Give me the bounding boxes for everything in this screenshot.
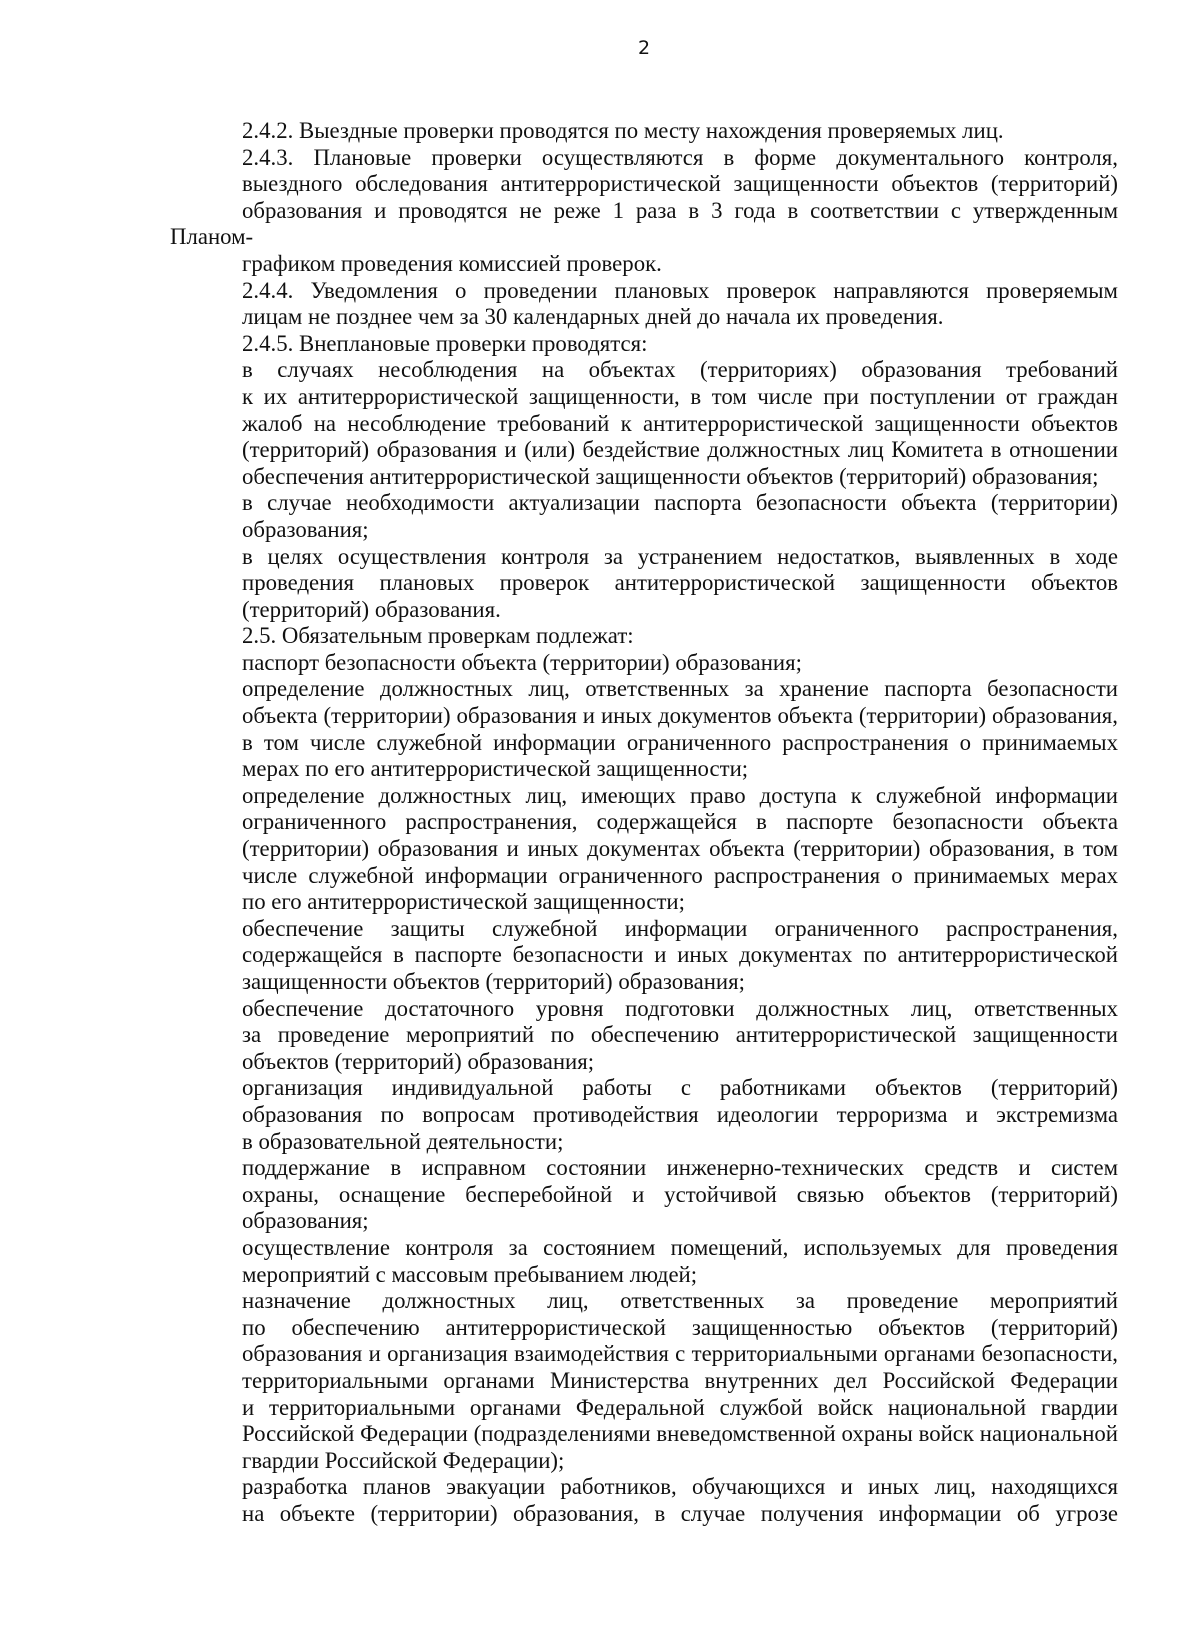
text-line: определение должностных лиц, имеющих право доступа к служебной информации — [242, 782, 1118, 808]
text-line: в том числе служебной информации ограниченного распространения о принимаемых — [242, 729, 1118, 755]
text-line: числе служебной информации ограниченного распространения о принимаемых мерах — [242, 862, 1118, 888]
text-line: 2.5. Обязательным проверкам подлежат: — [242, 623, 634, 649]
text-line: за проведение мероприятий по обеспечению антитеррористической защищенности — [242, 1022, 1118, 1048]
text-line: жалоб на несоблюдение требований к антитеррористической защищенности объектов — [242, 410, 1118, 436]
text-line: (территории) образования и иных документах объекта (территории) образования, в том — [242, 836, 1118, 862]
paragraph — [170, 1075, 1118, 1155]
paragraph — [170, 1235, 1118, 1288]
text-line: мероприятий с массовым пребыванием людей; — [242, 1261, 698, 1287]
text-line: в случаях несоблюдения на объектах (территориях) образования требований — [242, 357, 1118, 383]
text-line: паспорт безопасности объекта (территории) образования; — [242, 649, 802, 675]
text-line: объектов (территорий) образования; — [242, 1048, 595, 1074]
text-line: образования по вопросам противодействия идеологии терроризма и экстремизма — [242, 1101, 1118, 1127]
page-number: 2 — [637, 37, 651, 59]
text-line: (территорий) образования и (или) бездействие должностных лиц Комитета в отношении — [242, 437, 1118, 463]
paragraph — [170, 623, 1118, 650]
paragraph — [170, 1474, 1118, 1527]
text-line: на объекте (территории) образования, в случае получения информации об угрозе — [242, 1500, 1118, 1526]
text-line: к их антитеррористической защищенности, в том числе при поступлении от граждан — [242, 383, 1118, 409]
text-line: (территорий) образования. — [242, 596, 501, 622]
paragraph — [170, 676, 1118, 782]
text-line: по обеспечению антитеррористической защищенностью объектов (территорий) — [242, 1314, 1118, 1340]
text-line: охраны, оснащение бесперебойной и устойчивой связью объектов (территорий) — [242, 1181, 1118, 1207]
text-line: обеспечение достаточного уровня подготовки должностных лиц, ответственных — [242, 995, 1118, 1021]
text-line: 2.4.3. Плановые проверки осуществляются в форме документального контроля, — [242, 144, 1118, 170]
paragraph — [170, 1155, 1118, 1235]
paragraph — [170, 118, 1118, 145]
text-line: графиком проведения комиссией проверок. — [242, 250, 662, 276]
paragraph — [170, 145, 1118, 278]
paragraph — [170, 278, 1118, 331]
text-line: территориальными органами Министерства внутренних дел Российской Федерации — [242, 1367, 1118, 1393]
text-line: выездного обследования антитеррористической защищенности объектов (территорий) — [242, 171, 1118, 197]
text-line: 2.4.2. Выездные проверки проводятся по месту нахождения проверяемых лиц. — [242, 118, 1004, 143]
text-line: определение должностных лиц, ответственных за хранение паспорта безопасности — [242, 676, 1118, 702]
text-line: разработка планов эвакуации работников, обучающихся и иных лиц, находящихся — [242, 1474, 1118, 1500]
text-line: по его антитеррористической защищенности; — [242, 889, 685, 915]
paragraph — [170, 1288, 1118, 1474]
text-line: обеспечения антитеррористической защищенности объектов (территорий) образования; — [242, 463, 1099, 489]
paragraph — [170, 650, 1118, 677]
text-line: гвардии Российской Федерации); — [242, 1447, 565, 1473]
document-body — [170, 118, 1118, 1527]
text-line: обеспечение защиты служебной информации ограниченного распространения, — [242, 915, 1118, 941]
text-line: осуществление контроля за состоянием помещений, используемых для проведения — [242, 1234, 1118, 1260]
text-line: 2.4.5. Внеплановые проверки проводятся: — [242, 330, 648, 356]
text-line: Российской Федерации (подразделениями вневедомственной охраны войск национальной — [242, 1421, 1118, 1447]
text-line: в образовательной деятельности; — [242, 1128, 564, 1154]
paragraph — [170, 544, 1118, 624]
text-line: 2.4.4. Уведомления о проведении плановых проверок направляются проверяемым — [242, 277, 1118, 303]
paragraph — [170, 996, 1118, 1076]
text-line: образования и проводятся не реже 1 раза в 3 года в соответствии с утвержденным Планом- — [170, 197, 1118, 250]
text-line: в целях осуществления контроля за устранением недостатков, выявленных в ходе — [242, 543, 1118, 569]
paragraph — [170, 490, 1118, 543]
text-line: образования и организация взаимодействия с территориальными органами безопасности, — [242, 1341, 1118, 1367]
text-line: лицам не позднее чем за 30 календарных дней до начала их проведения. — [242, 304, 944, 330]
text-line: образования; — [242, 516, 369, 542]
text-line: проведения плановых проверок антитеррористической защищенности объектов — [242, 570, 1118, 596]
paragraph — [170, 331, 1118, 358]
text-line: содержащейся в паспорте безопасности и иных документах по антитеррористической — [242, 942, 1118, 968]
text-line: объекта (территории) образования и иных документов объекта (территории) образования, — [242, 703, 1118, 729]
text-line: образования; — [242, 1208, 369, 1234]
paragraph — [170, 916, 1118, 996]
text-line: защищенности объектов (территорий) образования; — [242, 969, 745, 994]
text-line: назначение должностных лиц, ответственных за проведение мероприятий — [242, 1288, 1118, 1314]
paragraph — [170, 357, 1118, 490]
paragraph — [170, 783, 1118, 916]
text-line: ограниченного распространения, содержащейся в паспорте безопасности объекта — [242, 809, 1118, 835]
text-line: поддержание в исправном состоянии инженерно-технических средств и систем — [242, 1155, 1118, 1181]
text-line: в случае необходимости актуализации паспорта безопасности объекта (территории) — [242, 490, 1118, 516]
text-line: мерах по его антитеррористической защищенности; — [242, 756, 749, 782]
text-line: организация индивидуальной работы с работниками объектов (территорий) — [242, 1075, 1118, 1101]
text-line: и территориальными органами Федеральной службой войск национальной гвардии — [242, 1394, 1118, 1420]
